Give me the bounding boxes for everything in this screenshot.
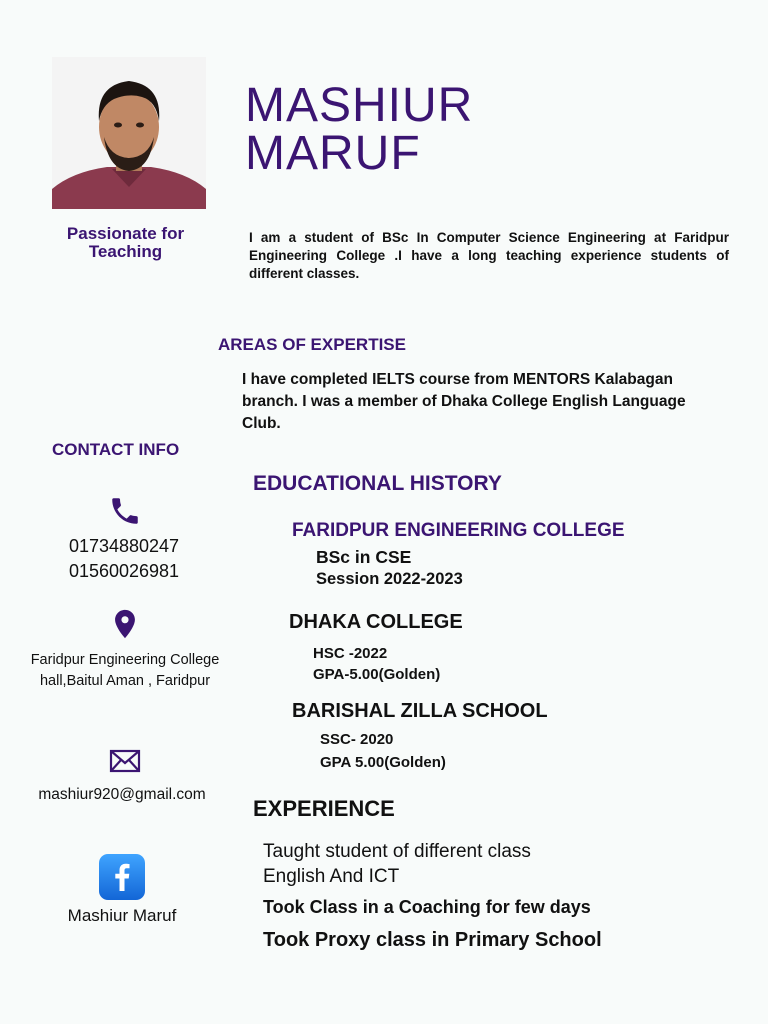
expertise-text: I have completed IELTS course from MENTORS Kalabagan branch. I was a member of Dhaka College English Language Club. bbox=[242, 371, 686, 432]
school-detail-line: HSC -2022 bbox=[313, 645, 388, 662]
school-name: BARISHAL ZILLA SCHOOL bbox=[292, 700, 548, 722]
experience-item: Taught student of different class bbox=[263, 841, 531, 862]
tagline: Passionate for Teaching bbox=[66, 224, 185, 261]
school-detail-line: GPA-5.00(Golden) bbox=[313, 666, 441, 683]
school-details bbox=[313, 643, 440, 685]
location-pin-icon bbox=[108, 607, 142, 641]
mail-icon bbox=[108, 744, 142, 778]
experience-item: Took Proxy class in Primary School bbox=[263, 929, 602, 951]
facebook-icon[interactable] bbox=[99, 854, 145, 900]
phone-icon bbox=[108, 494, 142, 528]
school-name: FARIDPUR ENGINEERING COLLEGE bbox=[292, 520, 625, 541]
school-detail-line: SSC- 2020 bbox=[320, 731, 394, 748]
education-title: EDUCATIONAL HISTORY bbox=[253, 472, 502, 495]
school-details bbox=[316, 546, 463, 590]
profile-photo bbox=[52, 57, 206, 209]
intro-text: I am a student of BSc In Computer Science Engineering at Faridpur Engineering College .I have a long teaching experience students of different classes. bbox=[249, 230, 729, 281]
phone-2[interactable]: 01560026981 bbox=[68, 561, 180, 581]
full-name bbox=[245, 79, 474, 180]
expertise-title: AREAS OF EXPERTISE bbox=[218, 335, 406, 354]
address: Faridpur Engineering College hall,Baitul Aman , Faridpur bbox=[30, 652, 220, 689]
school-details bbox=[320, 728, 446, 774]
phone-numbers bbox=[0, 534, 248, 584]
school-name: DHAKA COLLEGE bbox=[289, 611, 463, 633]
experience-item: English And ICT bbox=[263, 866, 400, 887]
experience-item: Took Class in a Coaching for few days bbox=[263, 897, 591, 917]
phone-1[interactable]: 01734880247 bbox=[68, 536, 180, 556]
school-detail-line: BSc in CSE bbox=[316, 547, 412, 567]
email[interactable]: mashiur920@gmail.com bbox=[38, 786, 206, 803]
facebook-name[interactable]: Mashiur Maruf bbox=[67, 906, 177, 925]
first-name: MASHIUR bbox=[245, 79, 474, 132]
last-name: MARUF bbox=[245, 127, 421, 180]
school-detail-line: Session 2022-2023 bbox=[316, 570, 463, 588]
experience-title: EXPERIENCE bbox=[253, 796, 395, 821]
school-detail-line: GPA 5.00(Golden) bbox=[320, 754, 446, 771]
contact-title: CONTACT INFO bbox=[52, 440, 180, 459]
